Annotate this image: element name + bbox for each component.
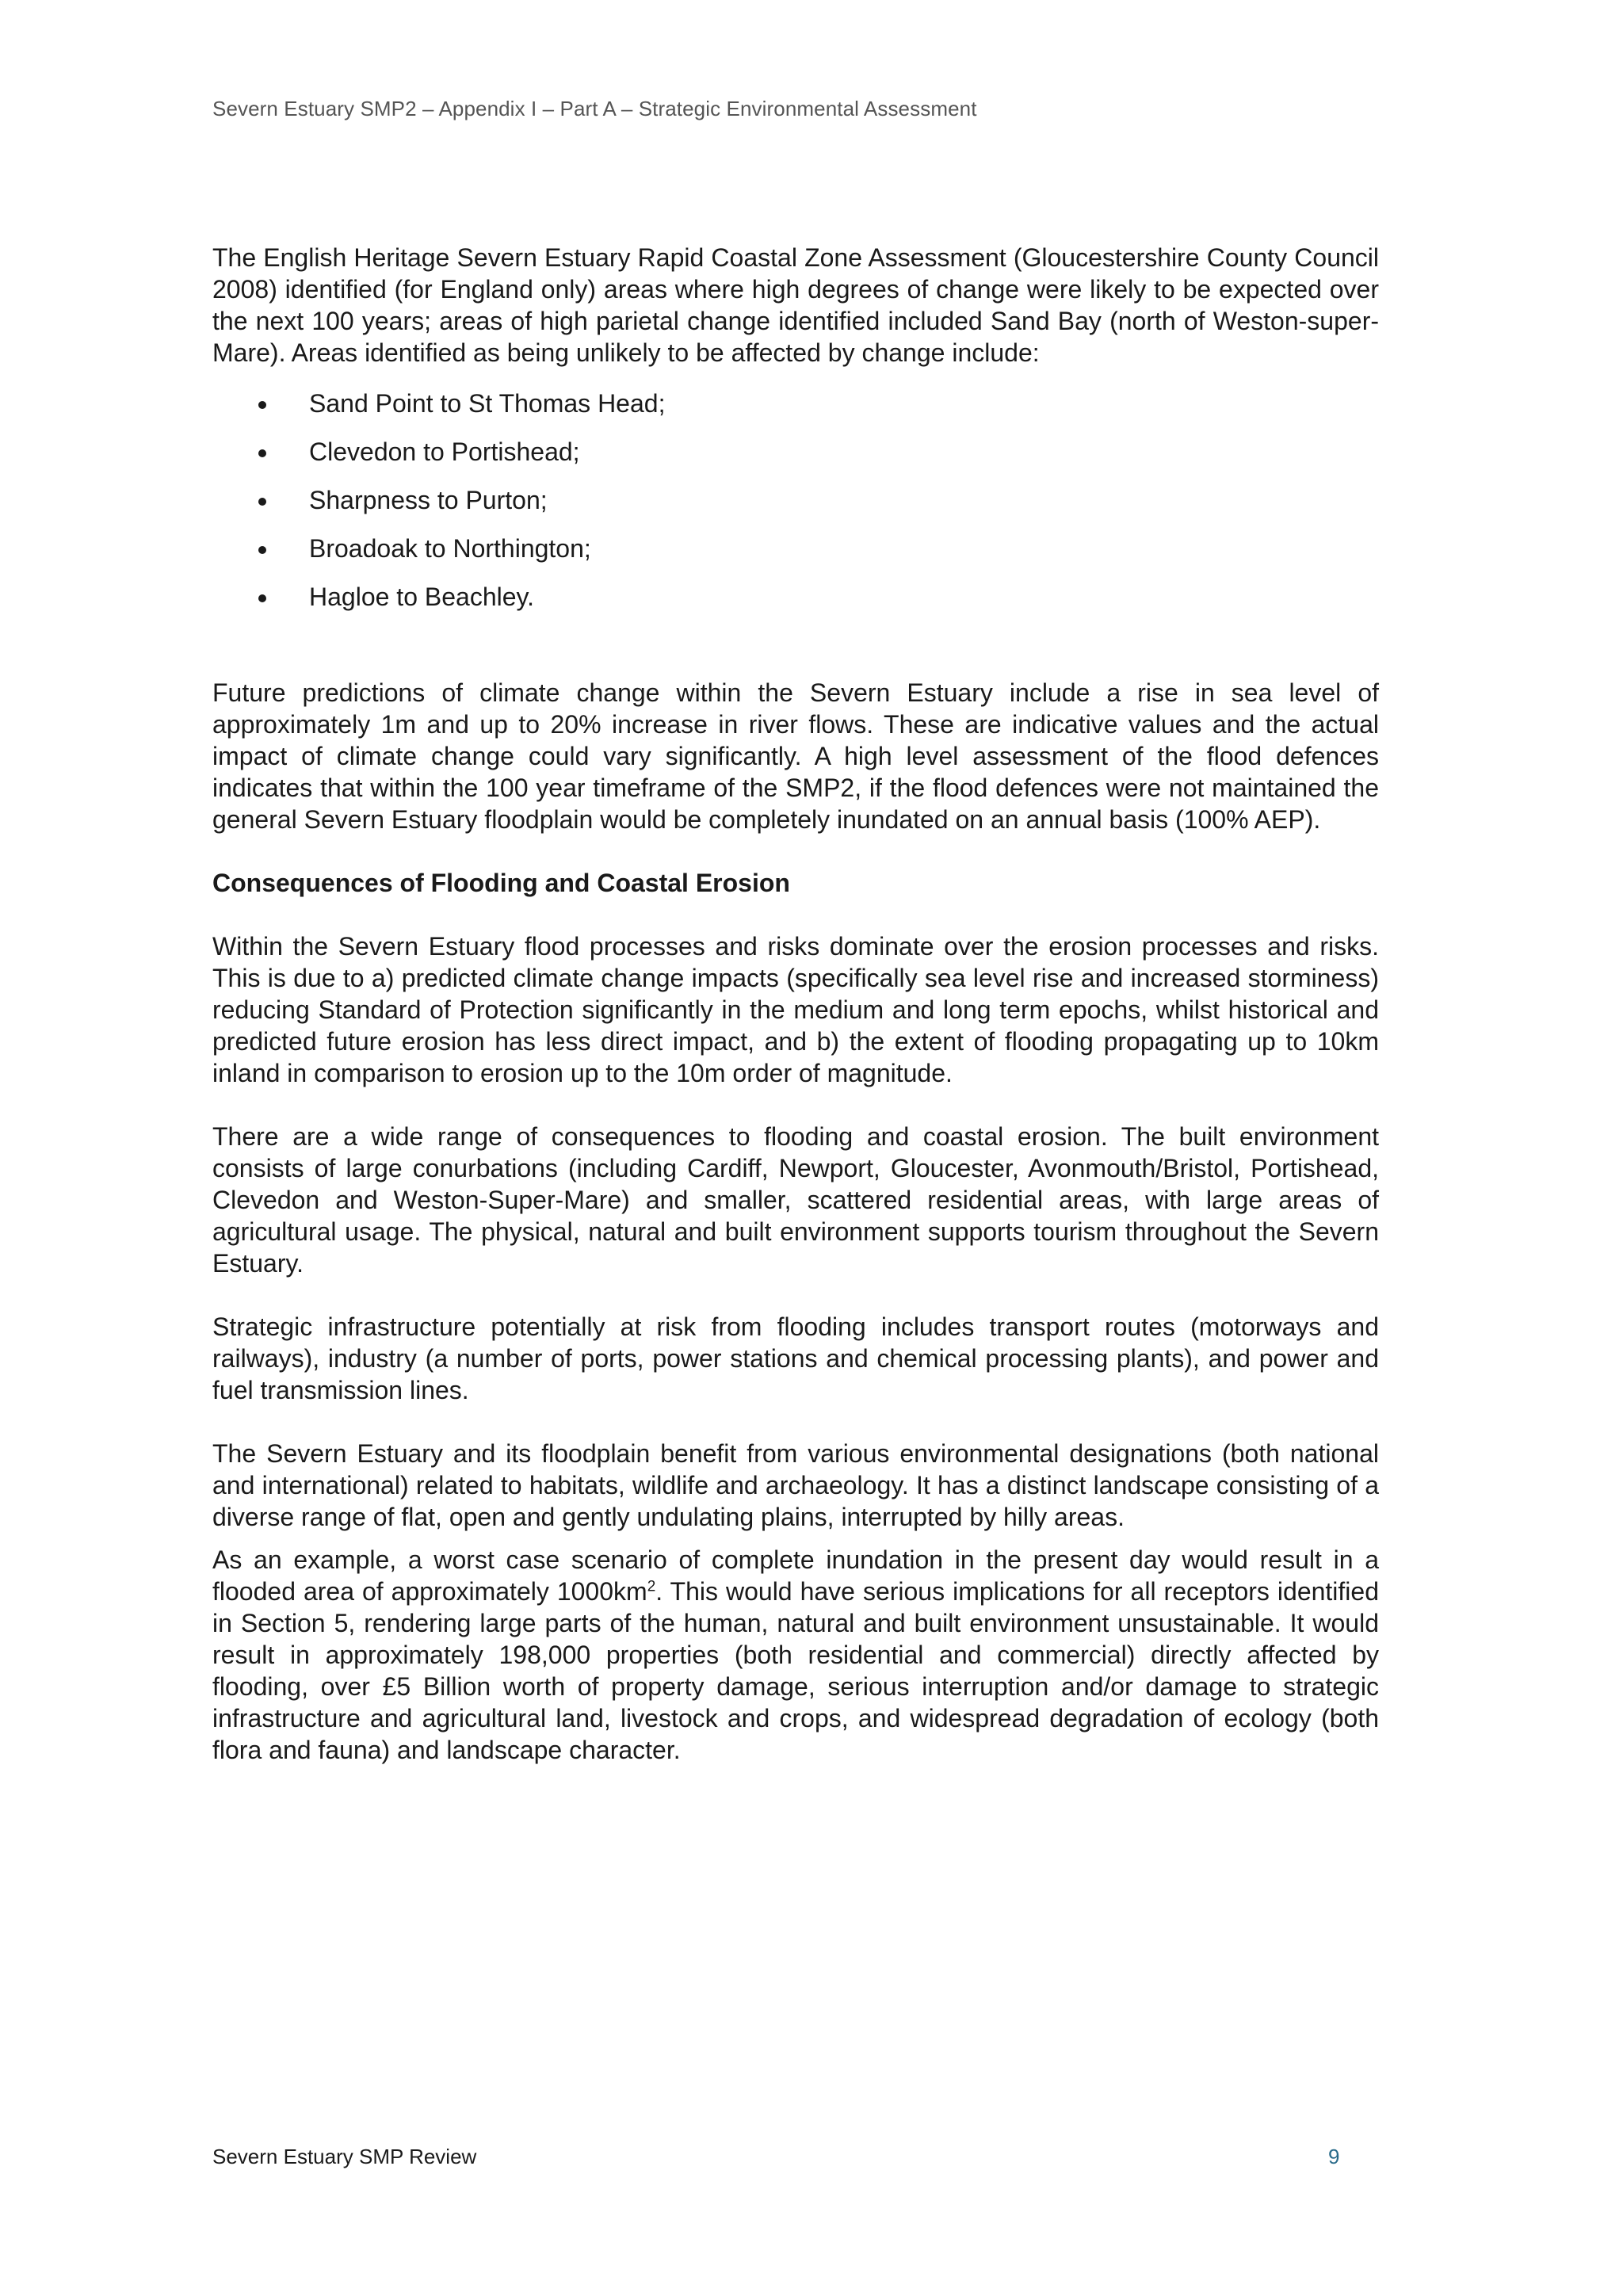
list-item-text: Broadoak to Northington;: [309, 534, 591, 563]
intro-paragraph: The English Heritage Severn Estuary Rapid Coastal Zone Assessment (Gloucestershire County Council 2008) identified (for England only) areas where high degrees of change were likely to be expected over the next 100 years; areas of high parietal change identified included Sand Bay (north of Weston-super-Mare). Areas identified as being unlikely to be affected by change include:: [212, 243, 1379, 367]
list-item-text: Sand Point to St Thomas Head;: [309, 389, 666, 418]
bullet-icon: [258, 546, 266, 554]
list-item: [212, 380, 1379, 428]
list-item: [212, 428, 1379, 476]
bullet-icon: [258, 498, 266, 506]
list-item-text: Sharpness to Purton;: [309, 486, 548, 514]
worst-case-text-end: . This would have serious implications for all receptors identified in Section 5, rendering large parts of the human, natural and built environment unsustainable. It would result in approximately 198,000 properties (both residential and commercial) directly affected by flooding, over £5 Billion worth of property damage, serious interruption and/or damage to strategic infrastructure and agricultural land, livestock and crops, and widespread degradation of ecology (both flora and fauna) and landscape character.: [212, 1577, 1380, 1764]
superscript-squared: 2: [647, 1578, 656, 1595]
list-item: [212, 476, 1379, 525]
list-item-text: Clevedon to Portishead;: [309, 437, 580, 466]
bullet-icon: [258, 594, 266, 602]
list-item-text: Hagloe to Beachley.: [309, 583, 535, 611]
designations-paragraph: The Severn Estuary and its floodplain benefit from various environmental designations (both national and international) related to habitats, wildlife and archaeology. It has a distinct landscape consisting of a diverse range of flat, open and gently undulating plains, interrupted by hilly areas.: [212, 1439, 1379, 1531]
worst-case-paragraph: [212, 1544, 1379, 1766]
page-number: 9: [1328, 2145, 1340, 2168]
bullet-icon: [258, 449, 266, 457]
unaffected-areas-list: [212, 380, 1379, 621]
document-body: [212, 242, 1379, 1766]
running-header: Severn Estuary SMP2 – Appendix I – Part A – Strategic Environmental Assessment: [212, 97, 977, 120]
list-item: [212, 573, 1379, 621]
worst-case-text-start: As an example, a worst case scenario of complete inundation in the present day would result in a flooded area of approximately 1000km: [212, 1545, 1379, 1606]
climate-change-paragraph: Future predictions of climate change within the Severn Estuary include a rise in sea level of approximately 1m and up to 20% increase in river flows. These are indicative values and the actual impact of climate change could vary significantly. A high level assessment of the flood defences indicates that within the 100 year timeframe of the SMP2, if the flood defences were not maintained the general Severn Estuary floodplain would be completely inundated on an annual basis (100% AEP).: [212, 678, 1379, 834]
bullet-icon: [258, 401, 266, 409]
processes-paragraph: Within the Severn Estuary flood processes and risks dominate over the erosion processes and risks. This is due to a) predicted climate change impacts (specifically sea level rise and increased storminess) reducing Standard of Protection significantly in the medium and long term epochs, whilst historical and predicted future erosion has less direct impact, and b) the extent of flooding propagating up to 10km inland in comparison to erosion up to the 10m order of magnitude.: [212, 932, 1379, 1087]
footer-document-title: Severn Estuary SMP Review: [212, 2145, 477, 2168]
section-heading: Consequences of Flooding and Coastal Erosion: [212, 869, 790, 897]
infrastructure-paragraph: Strategic infrastructure potentially at risk from flooding includes transport routes (motorways and railways), industry (a number of ports, power stations and chemical processing plants), and power and fuel transmission lines.: [212, 1312, 1379, 1404]
list-item: [212, 525, 1379, 573]
consequences-paragraph: There are a wide range of consequences to flooding and coastal erosion. The built environment consists of large conurbations (including Cardiff, Newport, Gloucester, Avonmouth/Bristol, Portishead, Clevedon and Weston-Super-Mare) and smaller, scattered residential areas, with large areas of agricultural usage. The physical, natural and built environment supports tourism throughout the Severn Estuary.: [212, 1122, 1379, 1278]
